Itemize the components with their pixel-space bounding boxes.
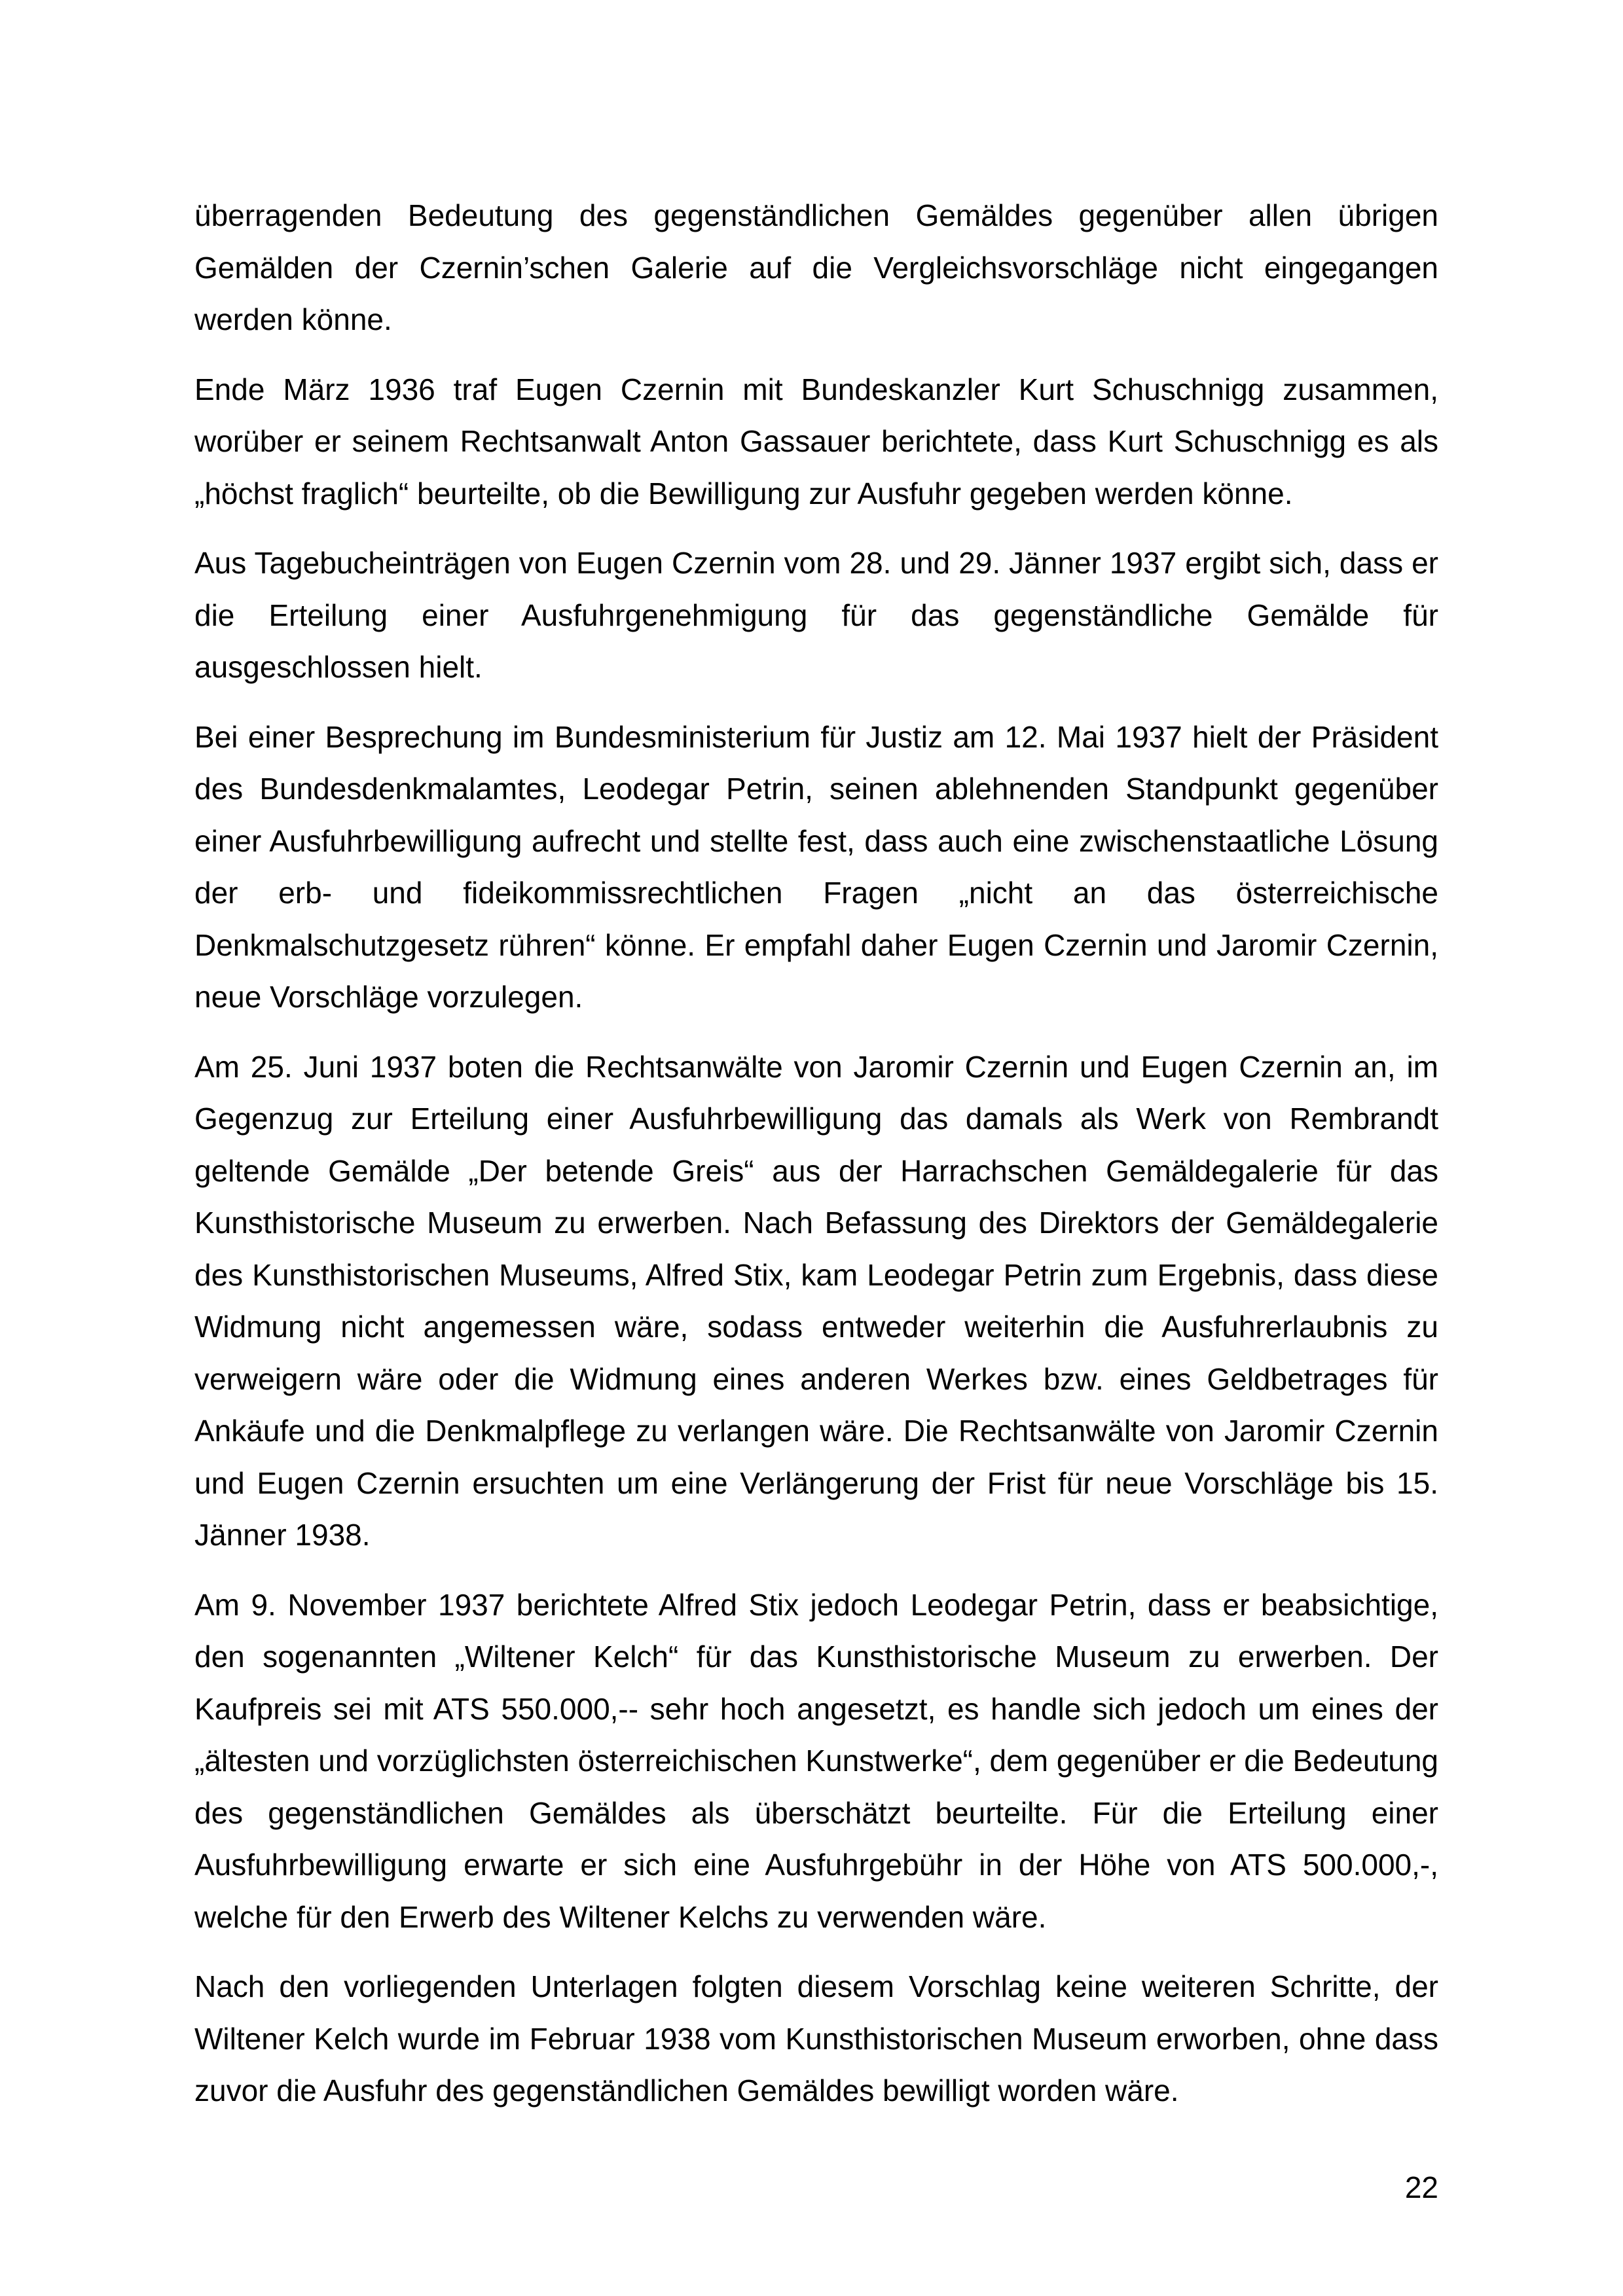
paragraph-3: Aus Tagebucheinträgen von Eugen Czernin vom 28. und 29. Jänner 1937 ergibt sich, dass er die Erteilung einer Ausfuhrgenehmigung für das gegenständliche Gemälde für ausgeschlossen hielt. bbox=[194, 546, 1438, 684]
paragraph-1: überragenden Bedeutung des gegenständlichen Gemäldes gegenüber allen übrigen Gemälden der Czernin’schen Galerie auf die Vergleichsvorschläge nicht eingegangen werden könne. bbox=[194, 198, 1438, 336]
paragraph-5: Am 25. Juni 1937 boten die Rechtsanwälte von Jaromir Czernin und Eugen Czernin an, im Gegenzug zur Erteilung einer Ausfuhrbewilligung das damals als Werk von Rembrandt geltende Gemälde „Der betende Greis“ aus der Harrachschen Gemäldegalerie für das Kunsthistorische Museum zu erwerben. Nach Befassung des Direktors der Gemäldegalerie des Kunsthistorischen Museums, Alfred Stix, kam Leodegar Petrin zum Ergebnis, dass diese Widmung nicht angemessen wäre, sodass entweder weiterhin die Ausfuhrerlaubnis zu verweigern wäre oder die Widmung eines anderen Werkes bzw. eines Geldbetrages für Ankäufe und die Denkmalpflege zu verlangen wäre. Die Rechtsanwälte von Jaromir Czernin und Eugen Czernin ersuchten um eine Verlängerung der Frist für neue Vorschläge bis 15. Jänner 1938. bbox=[194, 1049, 1438, 1552]
paragraph-7: Nach den vorliegenden Unterlagen folgten diesem Vorschlag keine weiteren Schritte, der Wiltener Kelch wurde im Februar 1938 vom Kunsthistorischen Museum erworben, ohne dass zuvor die Ausfuhr des gegenständlichen Gemäldes bewilligt worden wäre. bbox=[194, 1969, 1438, 2108]
paragraph-4: Bei einer Besprechung im Bundesministerium für Justiz am 12. Mai 1937 hielt der Präsident des Bundesdenkmalamtes, Leodegar Petrin, seinen ablehnenden Standpunkt gegenüber einer Ausfuhrbewilligung aufrecht und stellte fest, dass auch eine zwischenstaatliche Lösung der erb- und fideikommissrechtlichen Fragen „nicht an das österreichische Denkmalschutzgesetz rühren“ könne. Er empfahl daher Eugen Czernin und Jaromir Czernin, neue Vorschläge vorzulegen. bbox=[194, 719, 1438, 1014]
paragraph-6: Am 9. November 1937 berichtete Alfred Stix jedoch Leodegar Petrin, dass er beabsichtige, den sogenannten „Wiltener Kelch“ für das Kunsthistorische Museum zu erwerben. Der Kaufpreis sei mit ATS 550.000,-- sehr hoch angesetzt, es handle sich jedoch um eines der „ältesten und vorzüglichsten österreichischen Kunstwerke“, dem gegenüber er die Bedeutung des gegenständlichen Gemäldes als überschätzt beurteilte. Für die Erteilung einer Ausfuhrbewilligung erwarte er sich eine Ausfuhrgebühr in der Höhe von ATS 500.000,-, welche für den Erwerb des Wiltener Kelchs zu verwenden wäre. bbox=[194, 1587, 1438, 1934]
paragraph-2: Ende März 1936 traf Eugen Czernin mit Bundeskanzler Kurt Schuschnigg zusammen, worüber er seinem Rechtsanwalt Anton Gassauer berichtete, dass Kurt Schuschnigg es als „höchst fraglich“ beurteilte, ob die Bewilligung zur Ausfuhr gegeben werden könne. bbox=[194, 372, 1438, 511]
page-number: 22 bbox=[1404, 2170, 1438, 2204]
body-text bbox=[194, 190, 1438, 2135]
